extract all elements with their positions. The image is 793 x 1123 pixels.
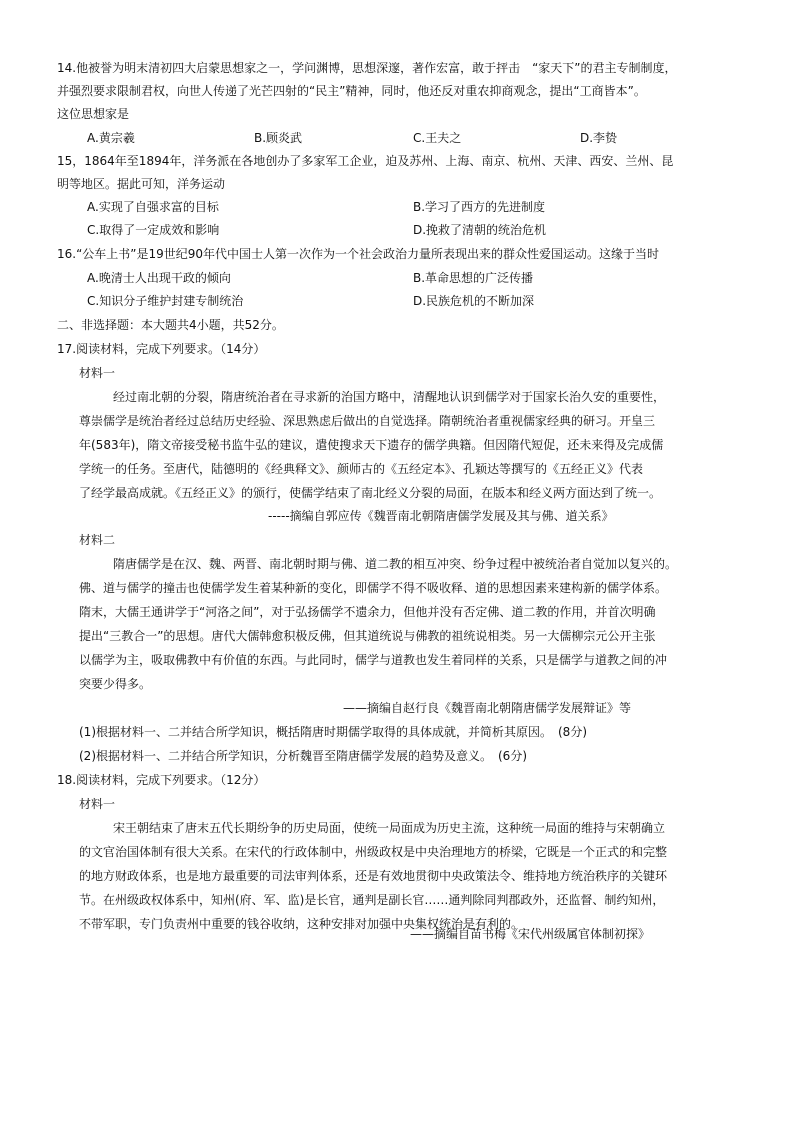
q18-m1-line-1: 宋王朝结束了唐末五代长期纷争的历史局面，使统一局面成为历史主流，这种统一局面的维持与宋朝确立 bbox=[113, 821, 666, 835]
q17-m2-line-4: 提出“三教合一”的思想。唐代大儒韩愈积极反佛，但其道统说与佛教的祖统说相类。另一大儒柳宗元公开主张 bbox=[79, 629, 656, 643]
q18-material-1-label: 材料一 bbox=[79, 797, 116, 811]
q17-m1-line-2: 尊崇儒学是统治者经过总结历史经验、深思熟虑后做出的自觉选择。隋朝统治者重视儒家经典的研习。开皇三 bbox=[79, 414, 656, 428]
q16-option-b: B.革命思想的广泛传播 bbox=[413, 271, 534, 285]
section-heading: 二、非选择题：本大题共4小题，共52分。 bbox=[57, 318, 284, 332]
q17-m2-line-2: 佛、道与儒学的撞击也使儒学发生着某种新的变化，即儒学不得不吸收释、道的思想因素来建构新的儒学体系。 bbox=[79, 581, 668, 595]
q15-option-a: A.实现了自强求富的目标 bbox=[87, 200, 219, 214]
q14-option-a: A.黄宗羲 bbox=[87, 131, 135, 145]
q18-m1-line-2: 的文官治国体制有很大关系。在宋代的行政体制中，州级政权是中央治理地方的桥梁，它既是一个正式的和完整 bbox=[79, 845, 668, 859]
q17-m1-line-3: 年(583年)，隋文帝接受秘书监牛弘的建议，遣使搜求天下遗存的儒学典籍。但因隋代短促，还未来得及完成儒 bbox=[79, 438, 664, 452]
q14-stem-line-2: 并强烈要求限制君权，向世人传递了光芒四射的“民主”精神，同时，他还反对重农抑商观念，提出“工商皆本”。 bbox=[57, 84, 646, 98]
q18-title: 18.阅读材料，完成下列要求。（12分） bbox=[57, 773, 266, 787]
q18-m1-line-4: 节。在州级政权体系中，知州(府、军、监)是长官，通判是副长官……通判除同判郡政外，还监督、制约知州， bbox=[79, 893, 665, 907]
q17-title: 17.阅读材料，完成下列要求。（14分） bbox=[57, 342, 266, 356]
q15-stem-line-1: 15，1864年至1894年，洋务派在各地创办了多家军工企业，迫及苏州、上海、南京、杭州、天津、西安、兰州、昆 bbox=[57, 154, 674, 168]
q17-m1-source: -----摘编自郭应传《魏晋南北朝隋唐儒学发展及其与佛、道关系》 bbox=[268, 509, 614, 523]
q18-m1-line-5: 不带军职，专门负责州中重要的钱谷收纳，这种安排对加强中央集权统治是有利的。 bbox=[79, 917, 524, 931]
q17-m2-line-3: 隋末，大儒王通讲学于“河洛之间”，对于弘扬儒学不遗余力，但他并没有否定佛、道二教的作用，并首次明确 bbox=[79, 605, 656, 619]
q18-m1-line-3: 的地方财政体系，也是地方最重要的司法审判体系，还是有效地贯彻中央政策法令、维持地方统治秩序的关键环 bbox=[79, 869, 668, 883]
q16-option-c: C.知识分子维护封建专制统治 bbox=[87, 294, 244, 308]
q14-option-c: C.王夫之 bbox=[413, 131, 462, 145]
q17-m1-line-1: 经过南北朝的分裂，隋唐统治者在寻求新的治国方略中，清醒地认识到儒学对于国家长治久安的重要性， bbox=[113, 390, 666, 404]
q17-m1-line-4: 学统一的任务。至唐代，陆德明的《经典释文》、颜师古的《五经定本》、孔颖达等撰写的《五经正义》代表 bbox=[79, 462, 644, 476]
q16-option-a: A.晚清士人出现干政的倾向 bbox=[87, 271, 231, 285]
q17-m2-line-1: 隋唐儒学是在汉、魏、两晋、南北朝时期与佛、道二教的相互冲突、纷争过程中被统治者自觉加以复兴的。 bbox=[113, 557, 678, 571]
q17-m2-line-6: 突要少得多。 bbox=[79, 677, 152, 691]
q15-option-b: B.学习了西方的先进制度 bbox=[413, 200, 546, 214]
q17-material-2-label: 材料二 bbox=[79, 533, 116, 547]
q17-subquestion-2: (2)根据材料一、二并结合所学知识，分析魏晋至隋唐儒学发展的趋势及意义。 (6分) bbox=[79, 749, 527, 763]
q17-subquestion-1: (1)根据材料一、二并结合所学知识，概括隋唐时期儒学取得的具体成就，并简析其原因。 (8分) bbox=[79, 725, 587, 739]
q17-m1-line-5: 了经学最高成就。《五经正义》的颁行，使儒学结束了南北经义分裂的局面，在版本和经义两方面达到了统一。 bbox=[79, 486, 662, 500]
q14-stem-line-3: 这位思想家是 bbox=[57, 107, 130, 121]
q16-stem-line-1: 16.“公车上书”是19世纪90年代中国士人第一次作为一个社会政治力量所表现出来的群众性爱国运动。这缘于当时 bbox=[57, 247, 660, 261]
q17-m2-line-5: 以儒学为主，吸取佛教中有价值的东西。与此同时，儒学与道教也发生着同样的关系，只是儒学与道教之间的冲 bbox=[79, 653, 668, 667]
q14-option-d: D.李贽 bbox=[580, 131, 618, 145]
q14-stem-line-1: 14.他被誉为明末清初四大启蒙思想家之一，学问渊博，思想深邃，著作宏富，敢于抨击 “家天下”的君主专制制度， bbox=[57, 61, 677, 75]
q14-option-b: B.顾炎武 bbox=[254, 131, 303, 145]
q15-option-c: C.取得了一定成效和影响 bbox=[87, 223, 220, 237]
q15-option-d: D.挽救了清朝的统治危机 bbox=[413, 223, 547, 237]
q16-option-d: D.民族危机的不断加深 bbox=[413, 294, 535, 308]
q15-stem-line-2: 明等地区。据此可知，洋务运动 bbox=[57, 177, 226, 191]
q17-material-1-label: 材料一 bbox=[79, 366, 116, 380]
q17-m2-source: ——摘编自赵行良《魏晋南北朝隋唐儒学发展辩证》等 bbox=[343, 701, 632, 715]
q18-m1-source: ——摘编自苗书梅《宋代州级属官体制初探》 bbox=[410, 927, 651, 941]
